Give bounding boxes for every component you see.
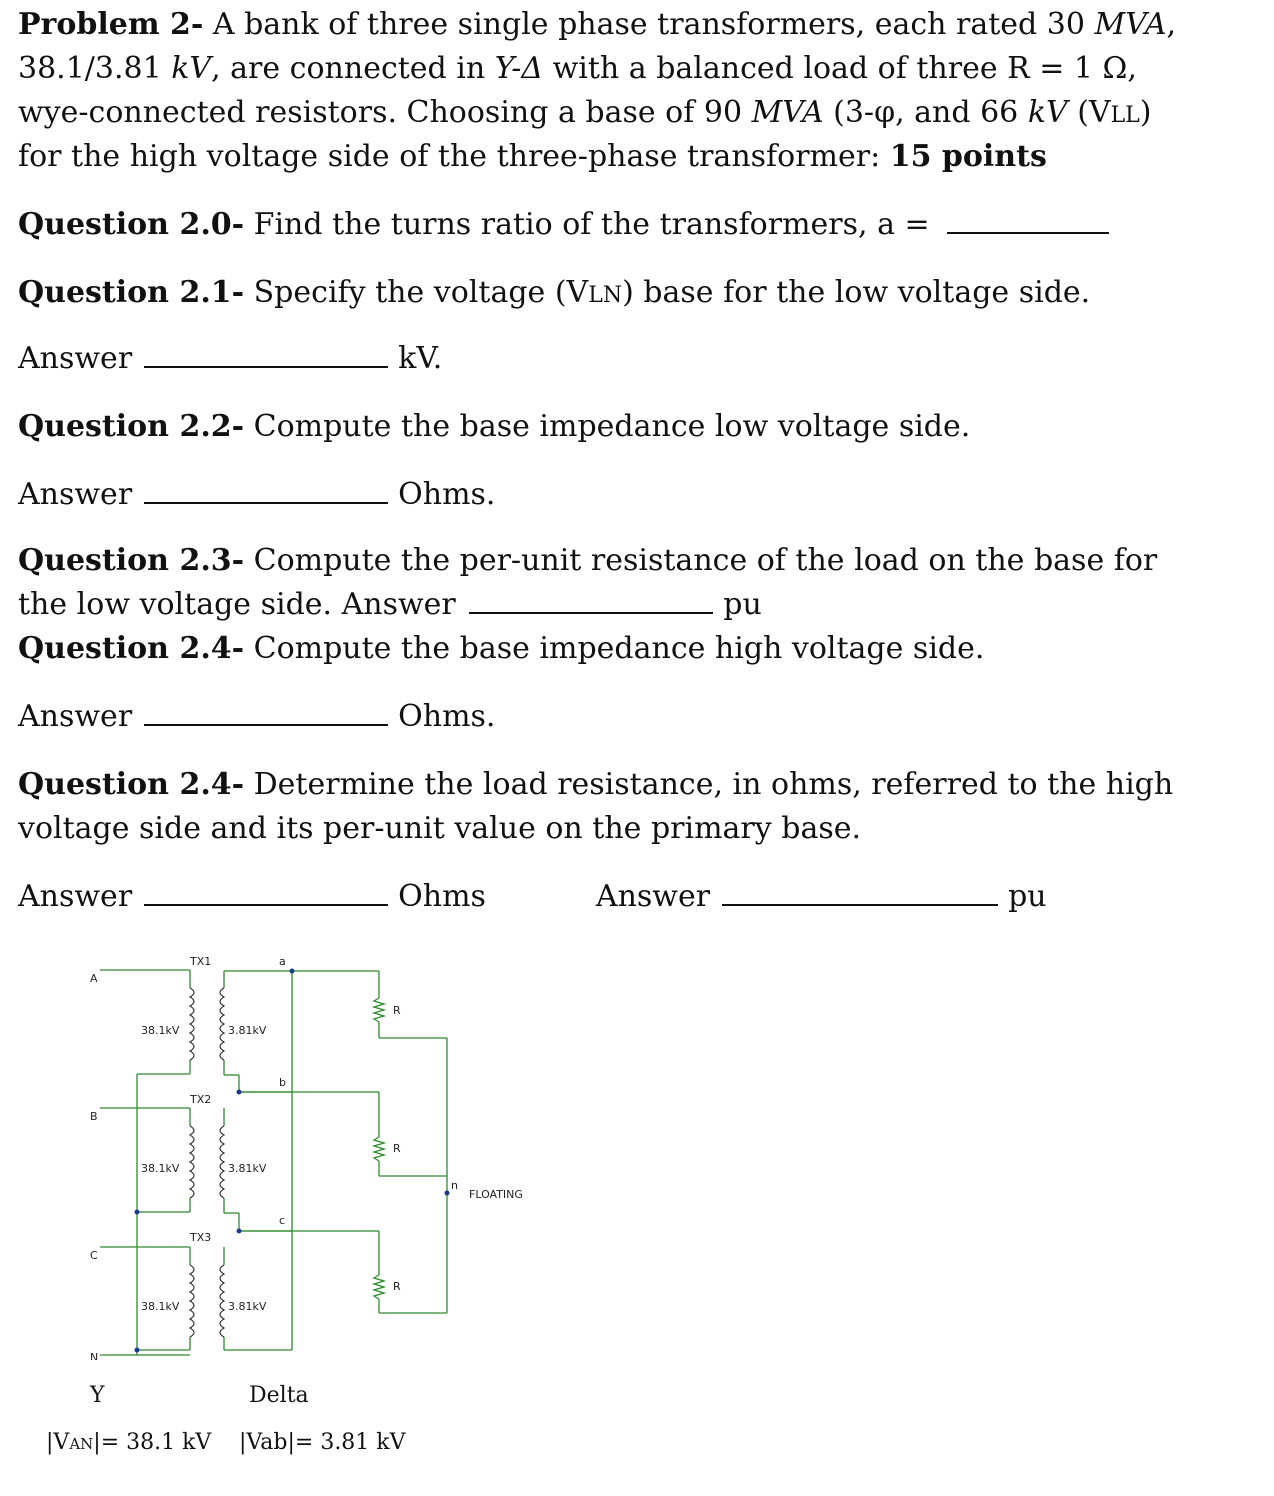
answer-row-2-4-base [18,695,495,739]
question-2-4-load-cont [18,807,861,851]
answer-label: Answer [18,477,133,512]
problem-text: A bank of three single phase transformers, each rated 30 [203,7,1095,42]
junction-dot [237,1090,242,1095]
answer-blank[interactable] [144,696,388,726]
junction-dot [445,1191,450,1196]
question-text: ) base for the low voltage side. [622,275,1091,310]
neutral-node-label: n [451,1179,458,1192]
question-text: Specify the voltage (V [244,275,589,310]
problem-line-2 [18,47,1137,91]
resistor-label-1: R [393,1004,401,1017]
node-c-primary: C [90,1249,98,1262]
points-label: 15 points [889,139,1047,174]
question-2-2 [18,405,970,449]
node-c-secondary: c [279,1214,286,1227]
van-caption [46,1430,211,1455]
primary-coil-tx1 [190,988,194,1060]
answer-label: Answer [18,699,133,734]
answer-row-2-2 [18,473,495,517]
problem-text: 38.1/3.81 [18,51,172,86]
resistor-symbol [374,998,384,1022]
secondary-coil-tx2 [220,1126,224,1198]
tx2-label: TX2 [190,1093,212,1106]
unit-mva: MVA [751,95,824,130]
answer-blank[interactable] [144,876,388,906]
subscript-ll: LL [1110,103,1140,128]
junction-dot [290,969,295,974]
question-text: Find the turns ratio of the transformers, a = [244,207,940,242]
problem-text: (3-φ, and 66 [823,95,1028,130]
question-2-4-load [18,763,1173,807]
question-2-1 [18,271,1090,318]
question-text: Compute the per-unit resistance of the load on the base for [244,543,1158,578]
unit-kv: kV [1027,95,1068,130]
question-label: Question 2.3- [18,543,245,578]
primary-coil-tx3 [190,1265,194,1337]
problem-text: ) [1139,95,1152,130]
resistor-label-3: R [393,1280,401,1293]
lv-rating-tx3: 3.81kV [228,1300,267,1313]
question-label: Question 2.4- [18,767,245,802]
node-n-primary: N [90,1351,99,1360]
resistor-symbol [374,1137,384,1161]
junction-dot [135,1210,140,1215]
answer-row-2-3 [18,583,762,627]
problem-line-4 [18,135,1047,179]
question-2-4-base [18,627,984,671]
answer-unit: Ohms [398,879,486,914]
hv-rating-tx1: 38.1kV [141,1024,180,1037]
transformer-circuit-diagram [0,940,620,1360]
answer-unit: Ohms. [398,699,496,734]
subscript-ln: LN [588,283,623,308]
question-label: Question 2.4- [18,631,245,666]
unit-kv: kV [171,51,212,86]
question-text: voltage side and its per-unit value on the primary base. [18,811,862,846]
answer-blank[interactable] [144,338,388,368]
problem-text: wye-connected resistors. Choosing a base of 90 [18,95,752,130]
answer-blank[interactable] [722,876,998,906]
problem-text: with a balanced load of three R = 1 Ω, [543,51,1137,86]
hv-rating-tx3: 38.1kV [141,1300,180,1313]
unit-mva: MVA [1094,7,1167,42]
answer-unit: pu [1008,879,1047,914]
answer-unit: pu [723,587,762,622]
answer-blank[interactable] [947,204,1109,234]
problem-text: , are connected in [211,51,495,86]
van-value: |= 38.1 kV [93,1430,212,1455]
lv-rating-tx2: 3.81kV [228,1162,267,1175]
junction-dot [237,1229,242,1234]
answer-row-2-1 [18,337,442,381]
lv-rating-tx1: 3.81kV [228,1024,267,1037]
problem-text: for the high voltage side of the three-phase transformer: [18,139,890,174]
resistor-label-2: R [393,1142,401,1155]
tx1-label: TX1 [190,955,212,968]
node-a-secondary: a [279,955,286,968]
primary-coil-tx2 [190,1126,194,1198]
tx3-label: TX3 [190,1231,212,1244]
van-text: |V [46,1430,70,1455]
node-b-primary: B [90,1110,98,1123]
question-label: Question 2.0- [18,207,245,242]
answer-row-2-4-load [18,875,1047,919]
question-text: Compute the base impedance high voltage side. [244,631,985,666]
answer-unit: kV. [398,341,443,376]
answer-unit: Ohms. [398,477,496,512]
hv-rating-tx2: 38.1kV [141,1162,180,1175]
vab-caption: |Vab|= 3.81 kV [239,1430,406,1455]
problem-lead: Problem 2- [18,7,204,42]
answer-blank[interactable] [144,474,388,504]
answer-blank[interactable] [469,584,713,614]
wye-caption: Y [90,1383,105,1408]
delta-caption: Delta [249,1383,309,1408]
question-label: Question 2.2- [18,409,245,444]
answer-label: Answer [18,341,133,376]
question-label: Question 2.1- [18,275,245,310]
transformer-coils [190,988,224,1337]
connection-type: Y-Δ [494,51,544,86]
question-2-3 [18,539,1157,583]
junction-dot [135,1348,140,1353]
node-a-primary: A [90,972,98,985]
question-2-0 [18,203,1109,247]
answer-label: Answer [18,879,133,914]
problem-text: , [1166,7,1177,42]
secondary-coil-tx1 [220,988,224,1060]
floating-label: FLOATING [469,1188,523,1201]
question-text: Determine the load resistance, in ohms, referred to the high [244,767,1174,802]
resistor-symbol [374,1275,384,1299]
question-text: the low voltage side. Answer [18,587,466,622]
problem-text: (V [1067,95,1111,130]
answer-label: Answer [595,879,711,914]
node-b-secondary: b [279,1076,286,1089]
secondary-coil-tx3 [220,1265,224,1337]
problem-line-1 [18,3,1176,47]
van-subscript: AN [69,1435,94,1453]
question-text: Compute the base impedance low voltage side. [244,409,971,444]
problem-line-3 [18,91,1152,138]
